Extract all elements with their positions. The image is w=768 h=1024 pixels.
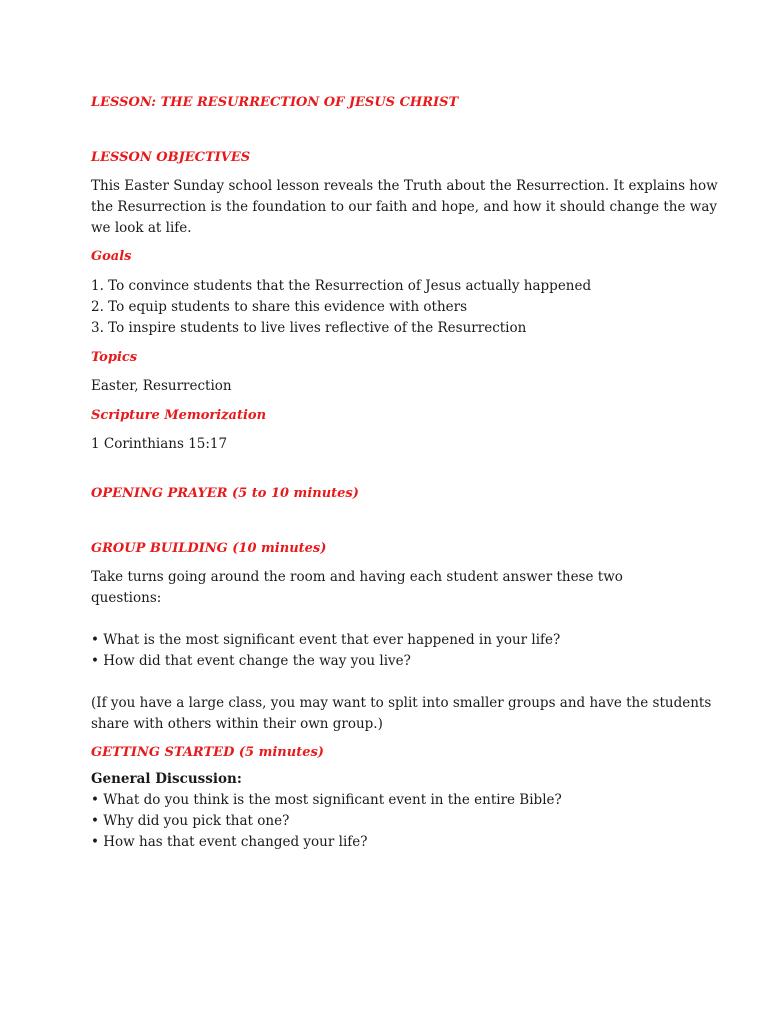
topics-text: Easter, Resurrection [91,378,232,394]
scripture-heading: Scripture Memorization [91,408,267,423]
list-item: • How has that event changed your life? [91,834,368,850]
group-building-heading: GROUP BUILDING (10 minutes) [91,541,327,556]
lesson-title: LESSON: THE RESURRECTION OF JESUS CHRIST [91,95,459,110]
list-item: • What do you think is the most significant event in the entire Bible? [91,792,562,808]
objectives-intro-line: the Resurrection is the foundation to our faith and hope, and how it should change the way [91,199,718,215]
list-item: • How did that event change the way you live? [91,653,411,669]
getting-started-heading: GETTING STARTED (5 minutes) [91,745,324,760]
getting-started-discussion [91,769,691,853]
group-building-note [91,693,712,735]
goal-item: 1. To convince students that the Resurrection of Jesus actually happened [91,278,592,294]
goals-list [91,276,691,339]
objectives-heading: LESSON OBJECTIVES [91,150,251,165]
objectives-intro [91,176,718,239]
objectives-intro-line: This Easter Sunday school lesson reveals the Truth about the Resurrection. It explains how [91,178,718,194]
group-building-questions [91,630,691,672]
opening-prayer-heading: OPENING PRAYER (5 to 10 minutes) [91,486,359,501]
scripture-text: 1 Corinthians 15:17 [91,436,228,452]
objectives-intro-line: we look at life. [91,220,192,236]
document-content [91,94,718,853]
list-item: • Why did you pick that one? [91,813,290,829]
goal-item: 2. To equip students to share this evidence with others [91,299,468,315]
goals-heading: Goals [91,249,132,264]
goal-item: 3. To inspire students to live lives reflective of the Resurrection [91,320,527,336]
list-item: • What is the most significant event that ever happened in your life? [91,632,561,648]
topics-heading: Topics [91,350,138,365]
group-building-intro: Take turns going around the room and having each student answer these two questions: [91,569,623,606]
note-line: share with others within their own group.) [91,716,383,732]
discussion-label: General Discussion: [91,771,242,787]
note-line: (If you have a large class, you may want to split into smaller groups and have the students [91,695,712,711]
